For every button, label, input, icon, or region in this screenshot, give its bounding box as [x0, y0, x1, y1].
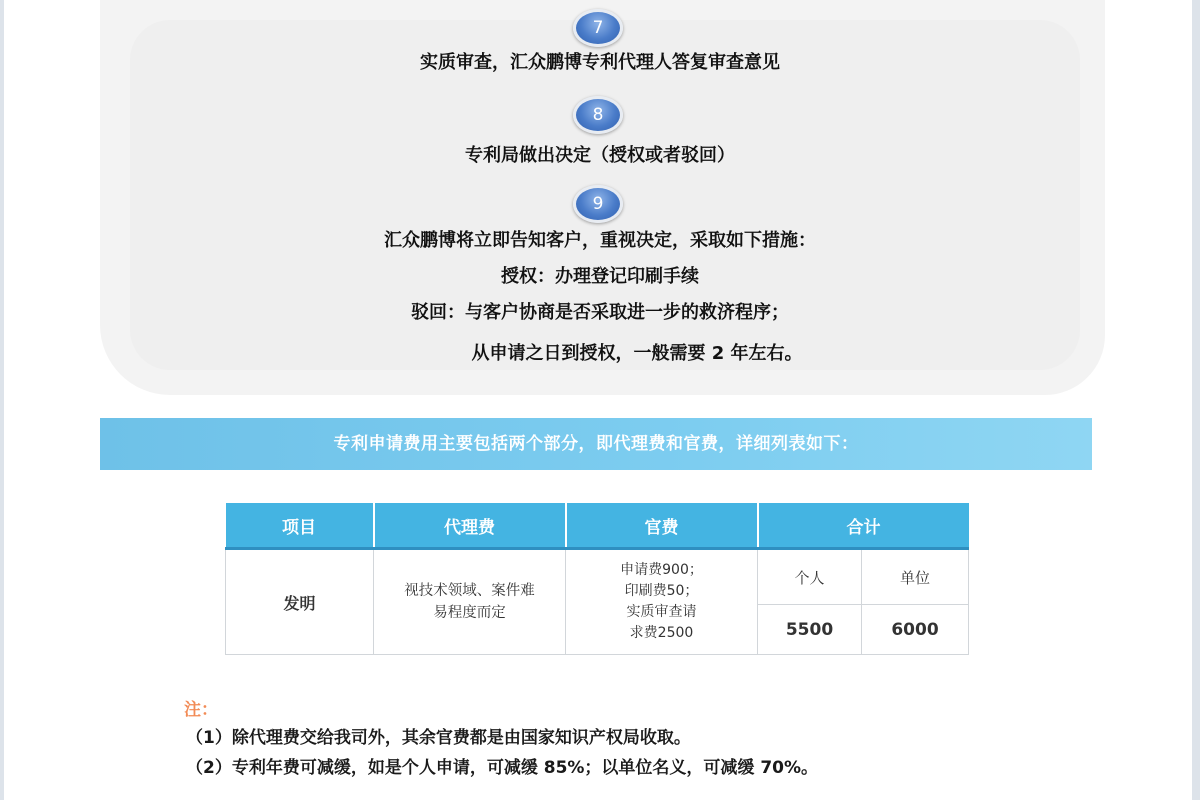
- cell-official-fee: [566, 549, 758, 655]
- header-official-fee: 官费: [566, 503, 758, 549]
- step-8-text: 专利局做出决定（授权或者驳回）: [465, 145, 735, 166]
- official-fee-line-4: 求费2500: [629, 625, 694, 641]
- cell-agent-fee: [374, 549, 566, 655]
- notes-title: 注：: [184, 700, 218, 720]
- header-item: 项目: [226, 503, 374, 549]
- step-9-badge: 9: [573, 185, 623, 223]
- step-9-line-3: 驳回：与客户协商是否采取进一步的救济程序；: [411, 302, 789, 323]
- step-9-line-1: 汇众鹏博将立即告知客户，重视决定，采取如下措施：: [384, 230, 816, 251]
- step-7-badge: 7: [573, 9, 623, 47]
- table-row: [226, 549, 969, 605]
- fee-table-header-row: [226, 503, 969, 549]
- cell-item: 发明: [226, 549, 374, 655]
- total-value-organization: 6000: [862, 605, 969, 655]
- official-fee-line-3: 实质审查请: [626, 604, 697, 620]
- official-fee-line-2: 印刷费50；: [624, 583, 699, 599]
- step-9-line-2: 授权：办理登记印刷手续: [501, 266, 699, 287]
- step-8-badge: 8: [573, 96, 623, 134]
- fee-table: [225, 503, 969, 655]
- total-label-individual: 个人: [758, 549, 862, 605]
- agent-fee-line-1: 视技术领域、案件难: [404, 583, 535, 599]
- step-7-text: 实质审查，汇众鹏博专利代理人答复审查意见: [420, 52, 780, 73]
- left-border: [0, 0, 4, 800]
- official-fee-line-1: 申请费900；: [620, 562, 703, 578]
- total-label-organization: 单位: [862, 549, 969, 605]
- fee-intro-banner: 专利申请费用主要包括两个部分，即代理费和官费，详细列表如下：: [100, 418, 1092, 470]
- note-1: （1）除代理费交给我司外，其余官费都是由国家知识产权局收取。: [186, 728, 691, 748]
- header-agent-fee: 代理费: [374, 503, 566, 549]
- total-value-individual: 5500: [758, 605, 862, 655]
- agent-fee-line-2: 易程度而定: [433, 605, 506, 621]
- note-2: （2）专利年费可减缓，如是个人申请，可减缓 85%；以单位名义，可减缓 70%。: [186, 758, 819, 778]
- right-border: [1192, 0, 1200, 800]
- header-total: 合计: [758, 503, 969, 549]
- step-9-line-4: 从申请之日到授权，一般需要 2 年左右。: [471, 343, 803, 364]
